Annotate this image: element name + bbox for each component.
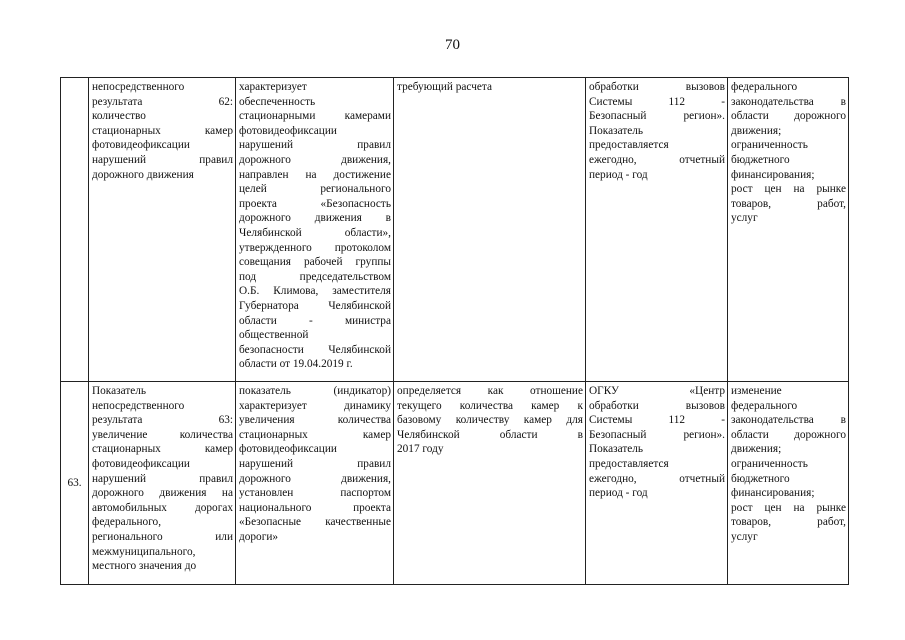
text-line: характеризует [239,81,307,93]
text-line: финансирования; [731,487,815,500]
text-line: товаров, работ, [731,516,846,529]
text-line: Безопасный регион». [589,428,725,441]
text-line: стационарных камер [92,124,233,137]
text-line: дорожного движения на [92,487,233,500]
text-line: местного значения до [92,560,197,573]
text-line: дорожного движения, [239,153,391,166]
text-line: бюджетного [731,472,790,485]
text-line: законодательства в [731,414,846,427]
text-line: стационарных камер [239,428,391,441]
text-line: нарушений правил [92,153,233,166]
table-row [61,382,849,585]
text-line: ограниченность [731,457,808,470]
row-number-cell: 63. [61,382,89,585]
text-line: увеличения количества [239,414,391,427]
text-line: количество [92,110,146,123]
risks-cell [728,78,849,382]
text-line: рост цен на рынке [731,501,846,514]
text-line: базовому количеству камер для [397,414,583,427]
text-line: Челябинской области в [397,428,583,441]
text-line: обработки вызовов [589,81,725,93]
text-line: услуг [731,212,758,225]
text-line: фотовидеофиксации [239,124,337,137]
text-line: законодательства в [731,95,846,108]
method-cell [394,382,586,585]
risks-cell [728,382,849,585]
text-line: характеризует динамику [239,399,391,412]
text-line: услуг [731,530,758,543]
text-line: направлен на достижение [239,168,391,181]
source-cell [586,78,728,382]
text-line: ОГКУ «Центр [589,385,725,397]
text-line: Безопасный регион». [589,110,725,123]
text-line: фотовидеофиксации [92,457,190,470]
text-line: области дорожного [731,428,846,441]
text-line: показатель (индикатор) [239,385,391,397]
text-line: Показатель [92,385,147,397]
text-line: ежегодно, отчетный [589,153,725,166]
text-line: результата 62: [92,95,233,108]
text-line: дороги» [239,530,279,543]
text-line: предоставляется [589,139,669,152]
text-line: обеспеченность [239,95,316,108]
row-number-cell [61,78,89,382]
text-line: межмуниципального, [92,545,196,558]
text-line: установлен паспортом [239,487,391,500]
text-line: национального проекта [239,501,391,514]
page-number: 70 [445,37,460,53]
table-row [61,78,849,382]
text-line: движения; [731,124,782,137]
text-line: федерального, [92,516,162,529]
text-line: Губернатора Челябинской [239,299,391,312]
text-line: федерального [731,81,798,93]
description-cell [236,382,394,585]
text-line: области от 19.04.2019 г. [239,358,353,371]
text-line: проекта «Безопасность [239,197,391,210]
text-line: период - год [589,168,648,181]
text-line: товаров, работ, [731,197,846,210]
text-line: под председательством [239,270,391,283]
text-line: стационарными камерами [239,110,391,123]
indicator-cell [89,382,236,585]
indicators-table [60,77,849,585]
text-line: области - министра [239,314,391,327]
text-line: Показатель [589,443,644,456]
text-line: определяется как отношение [397,385,583,397]
text-line: бюджетного [731,153,790,166]
text-line: Показатель [589,124,644,137]
text-line: финансирования; [731,168,815,181]
text-line: фотовидеофиксации [92,139,190,152]
text-line: автомобильных дорогах [92,501,233,514]
text-line: дорожного движения [92,168,194,181]
text-line: обработки вызовов [589,399,725,412]
text-line: рост цен на рынке [731,183,846,196]
text-line: области дорожного [731,110,846,123]
source-cell [586,382,728,585]
text-line: регионального или [92,530,233,543]
text-line: предоставляется [589,457,669,470]
text-line: ежегодно, отчетный [589,472,725,485]
text-line: О.Б. Климова, заместителя [239,285,391,298]
method-cell [394,78,586,382]
text-line: дорожного движения в [239,212,391,225]
text-line: увеличение количества [92,428,233,441]
text-line: целей регионального [239,183,391,196]
text-line: дорожного движения, [239,472,391,485]
text-line: Системы 112 - [589,414,725,427]
text-line: нарушений правил [239,139,391,152]
text-line: результата 63: [92,414,233,427]
indicator-cell [89,78,236,382]
text-line: общественной [239,329,309,342]
text-line: Системы 112 - [589,95,725,108]
text-line: изменение [731,385,782,397]
text-line: безопасности Челябинской [239,343,391,356]
text-line: федерального [731,399,798,412]
text-line: непосредственного [92,399,185,412]
text-line: нарушений правил [92,472,233,485]
text-line: Челябинской области», [239,226,391,239]
text-line: 2017 году [397,443,444,456]
text-line: утвержденного протоколом [239,241,391,254]
text-line: нарушений правил [239,457,391,470]
text-line: непосредственного [92,81,185,93]
text-line: текущего количества камер к [397,399,583,412]
text-line: совещания рабочей группы [239,256,391,269]
text-line: «Безопасные качественные [239,516,391,529]
text-line: движения; [731,443,782,456]
text-line: фотовидеофиксации [239,443,337,456]
text-line: требующий расчета [397,81,492,93]
text-line: период - год [589,487,648,500]
text-line: ограниченность [731,139,808,152]
text-line: стационарных камер [92,443,233,456]
description-cell [236,78,394,382]
